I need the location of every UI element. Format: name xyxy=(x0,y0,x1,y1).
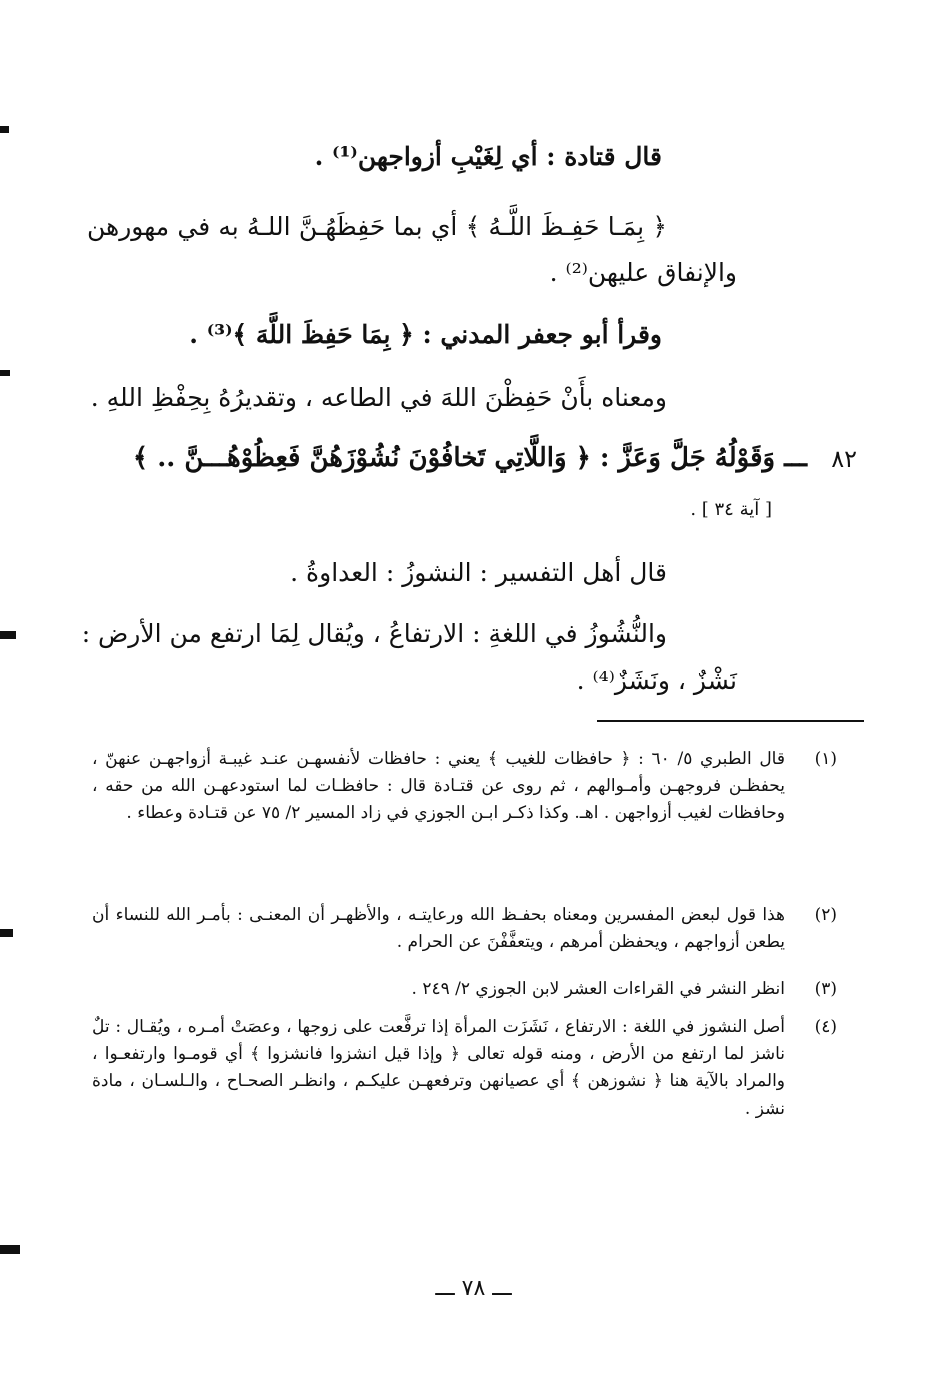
text-line: نَشْزٌ ، ونَشَزٌ⁽⁴⁾ . xyxy=(576,666,737,695)
scan-edge-mark xyxy=(0,929,13,937)
scan-edge-mark xyxy=(0,370,10,376)
footnote-number: (١) xyxy=(814,749,837,769)
footnote-number: (٢) xyxy=(814,905,837,925)
footnote-text: أصل النشوز في اللغة : الارتفاع ، نَشَزَت المرأة إذا ترفَّعت على زوجها ، وعصَتْ أمـره ، ويُقـال : تلٌ ناشز لما ارتفع من الأرض ، ومنه قوله تعالى ﴿ وإذا قيل انشزوا فانشزوا ﴾ أي قومـوا وارتفعـوا ، والمراد بالآية هنا ﴿ نشوزهن ﴾ أي عصيانهن وترفعهـن عليكـم ، وانظـر الصحـاح ، والـلسـان ، مادة نشز . xyxy=(92,1017,785,1119)
verse-number: ٨٢ xyxy=(831,445,857,473)
text-line: قال أهل التفسير : النشوزُ : العداوةُ . xyxy=(290,558,667,587)
scan-edge-mark xyxy=(0,631,16,639)
scan-edge-mark xyxy=(0,126,9,133)
footnote-text: هذا قول لبعض المفسرين ومعناه بحفـظ الله ورعايتـه ، والأظهـر أن المعنـى : بأمـر الله للنساء أن يطعن أزواجهم ، ويحفظن أمرهم ، ويتعفَّفْنَ عن الحرام . xyxy=(92,905,785,953)
verse-reference: [ آية ٣٤ ] . xyxy=(690,499,772,520)
text-line: والإنفاق عليهن⁽²⁾ . xyxy=(549,258,737,287)
footnote xyxy=(92,1014,837,1144)
footnote-text: قال الطبري ٥/ ٦٠ : ﴿ حافظات للغيب ﴾ يعني : حافظات لأنفسهـن عنـد غيبـة أزواجهـن عنهنّ ، يحفظـن فروجهـن وأمـوالهم ، ثم روى عن قتـادة قال : حافظـات لما استودعهـن الله من حقه ، وحافظات لغيب أزواجهن . اهـ. وكذا ذكـر ابـن الجوزي في زاد المسير ٢/ ٧٥ عن قتـادة وعطاء . xyxy=(92,749,785,824)
text-line: والنُّشُوزُ في اللغةِ : الارتفاعُ ، ويُقال لِمَا ارتفع من الأرض : xyxy=(81,619,667,648)
footnote-number: (٣) xyxy=(814,979,837,999)
text-line: وقرأ أبو جعفر المدني : ﴿ بِمَا حَفِظَ اللَّهَ ﴾⁽³⁾ . xyxy=(189,320,662,349)
verse-heading: ـــ وَقَوْلُهُ جَلَّ وَعَزَّ : ﴿ وَاللَّاتِي تَخافُوْنَ نُشُوْزَهُنَّ فَعِظُوْهُـــنَّ .. ﴾ xyxy=(132,443,807,473)
page-number: ـــ ٧٨ ـــ xyxy=(435,1276,512,1301)
footnote xyxy=(92,976,837,1004)
footnote-number: (٤) xyxy=(814,1017,837,1037)
footnote-separator xyxy=(597,720,864,722)
text-line: ﴿ بِمَـا حَفِـظَ اللَّـهُ ﴾ أي بما حَفِظَهُـنَّ اللـهُ به في مهورهن xyxy=(87,212,667,241)
text-line xyxy=(315,140,662,174)
text-line-content: قال قتادة : أي لِغَيْبِ أزواجهن⁽¹⁾ . xyxy=(314,142,662,171)
text-line: ومعناه بأَنْ حَفِظْنَ اللهَ في الطاعه ، وتقديرُهُ بِحِفْظِ اللهِ . xyxy=(90,383,667,412)
footnote xyxy=(92,902,837,972)
footnote-text: انظر النشر في القراءات العشر لابن الجوزي ٢/ ٢٤٩ . xyxy=(411,979,785,999)
footnote xyxy=(92,746,837,896)
scan-edge-mark xyxy=(0,1245,20,1254)
